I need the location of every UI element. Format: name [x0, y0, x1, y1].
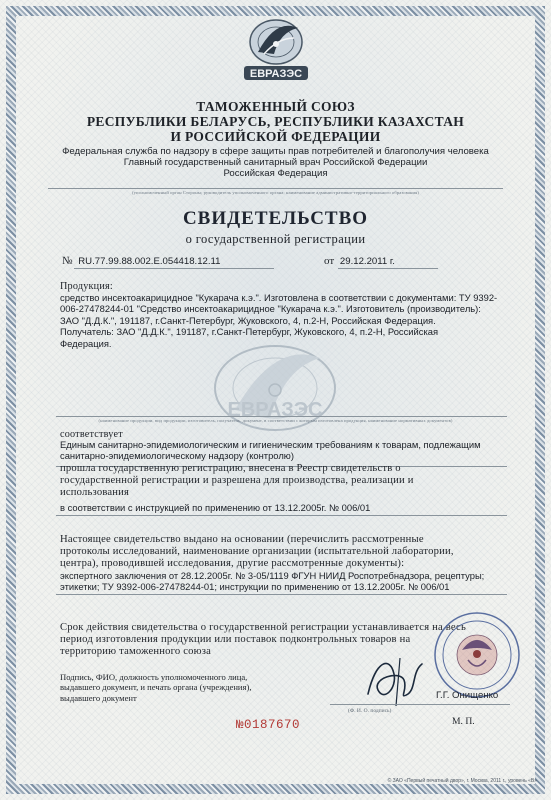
passed-line-1: прошла государственную регистрацию, внесена в Реестр свидетельств о — [60, 463, 401, 474]
authority-line-2: Главный государственный санитарный врач Российской Федерации — [123, 157, 428, 168]
registration-number-row — [62, 255, 221, 267]
product-line-2: 006-27478244-01 "Средство инсектоакарицидное "Кукарача к.э.". Изготовитель (производитель): — [60, 303, 481, 315]
registration-date-row — [324, 255, 395, 267]
signature-caption-line-3: выдавшего документ — [60, 692, 137, 703]
authority-line-1: Федеральная служба по надзору в сфере защиты прав потребителей и благополучия человека — [62, 146, 489, 157]
printer-imprint: © ЗАО «Первый печатный двор», г. Москва, 2011 г., уровень «В» — [387, 778, 537, 784]
passed-rule — [56, 515, 507, 516]
product-line-3: ЗАО "Д.Д.К.", 191187, г.Санкт-Петербург, Жуковского, 4, п.2-Н, Российская Федерация. — [60, 314, 436, 326]
product-line-5: Федерация. — [60, 337, 112, 349]
signature-rule — [330, 704, 510, 705]
product-line-1: средство инсектоакарицидное "Кукарача к.э.". Изготовлена в соответствии с документами: ТУ 9392- — [60, 292, 498, 303]
document-subtitle: о государственной регистрации — [185, 232, 366, 246]
header-line-1: ТАМОЖЕННЫЙ СОЮЗ — [196, 99, 355, 114]
product-line-4: Получатель: ЗАО "Д.Д.К.", 191187, г.Санкт-Петербург, Жуковского, 4, п.2-Н, Российская — [60, 326, 439, 338]
compliance-label: соответствует — [60, 429, 123, 440]
authority-line-3: Российская Федерация — [223, 168, 328, 179]
compliance-text — [60, 439, 530, 462]
product-rule — [56, 416, 507, 417]
signature-caption-line-1: Подпись, ФИО, должность уполномоченного лица, — [60, 672, 248, 682]
basis-line-4: экспертного заключения от 28.12.2005г. № 3-05/1119 ФГУН НИИД Роспотребнадзора, рецептуры; — [60, 570, 485, 581]
compliance-line-1: Единым санитарно-эпидемиологическим и гигиеническим требованиям к товарам, подлежащим — [60, 439, 481, 450]
authority-caption: (уполномоченный орган Стороны; руководитель уполномоченного органа; наименование административно-территориального образования) — [132, 190, 419, 195]
signer-name: Г.Г. Онищенко — [436, 690, 499, 701]
passed-line-3: использования — [60, 487, 130, 499]
eurasec-emblem-icon — [228, 8, 324, 88]
watermark-text: ЕВРАЗЭС — [227, 399, 323, 421]
registration-number: RU.77.99.88.002.E.054418.12.11 — [78, 256, 221, 267]
passed-line-2: государственной регистрации и разрешена для производства, реализации и — [60, 475, 414, 487]
validity-line-2: период изготовления продукции или поставок подконтрольных товаров на — [60, 634, 411, 646]
signature-caption — [60, 672, 251, 703]
header-line-3: И РОССИЙСКОЙ ФЕДЕРАЦИИ — [170, 129, 381, 144]
date-prefix: от — [324, 255, 335, 267]
number-rule — [74, 268, 274, 269]
header-line-2: РЕСПУБЛИКИ БЕЛАРУСЬ, РЕСПУБЛИКИ КАЗАХСТАН — [86, 114, 465, 129]
date-rule — [338, 268, 438, 269]
emblem-text: ЕВРАЗЭС — [249, 68, 303, 80]
basis-rule — [56, 594, 507, 595]
basis-line-1: Настоящее свидетельство выдано на основании (перечислить рассмотренные — [60, 534, 424, 545]
basis-intro — [60, 534, 530, 571]
product-caption: (наименование продукции, вид продукции, изготовитель, получатель, документ, в соответствии с которым изготовлена продукция, наименование нормативных документов) — [98, 418, 453, 423]
document-title: СВИДЕТЕЛЬСТВО — [182, 208, 369, 229]
official-seal-icon — [432, 610, 522, 700]
registration-passed-text — [60, 463, 530, 500]
stamp-place: М. П. — [452, 716, 475, 727]
product-label: Продукция: — [60, 281, 113, 292]
fio-caption: (Ф. И. О. подпись) — [348, 708, 392, 714]
basis-line-3: центра), проводившей исследования, другие рассмотренные документы): — [60, 558, 405, 570]
registration-date: 29.12.2011 г. — [339, 256, 395, 267]
signature-caption-line-2: выдавшего документ, и печать органа (учреждения), — [60, 682, 252, 693]
basis-line-5: этикетки; ТУ 9392-006-27478244-01; инструкции по применению от 13.12.2005г. № 006/01 — [60, 581, 450, 593]
serial-number: №0187670 — [236, 718, 301, 732]
basis-line-2: протоколы исследований, наименование организации (испытательной лаборатории, — [60, 546, 454, 558]
compliance-line-2: санитарно-эпидемиологическому надзору (контролю) — [60, 450, 294, 462]
number-prefix: № — [62, 255, 73, 267]
basis-documents — [60, 570, 535, 593]
authority-rule — [48, 188, 503, 189]
handwritten-signature-icon — [360, 650, 430, 710]
validity-line-1: Срок действия свидетельства о государственной регистрации устанавливается на весь — [60, 622, 466, 633]
passed-line-4: в соответствии с инструкцией по применению от 13.12.2005г. № 006/01 — [60, 502, 371, 513]
validity-line-3: территорию таможенного союза — [60, 646, 212, 658]
